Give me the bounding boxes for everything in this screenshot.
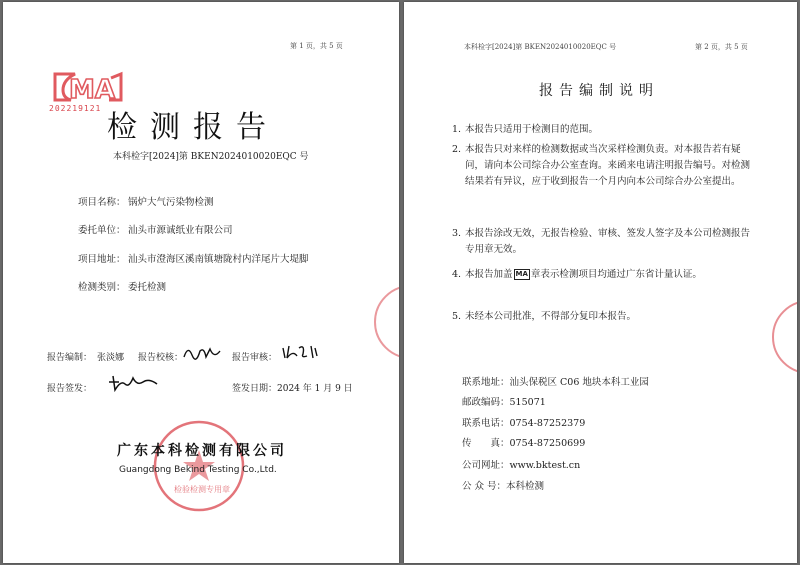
cma-inline-icon: MA xyxy=(515,270,528,278)
reviewer-signature xyxy=(281,342,321,366)
note-item: 1. 本报告只适用于检测目的范围。 xyxy=(452,124,599,135)
contact-phone: 联系电话：0754-87252379 xyxy=(462,418,586,429)
report-number: 本科检字[2024]第 BKEN2024010020EQC 号 xyxy=(113,152,309,162)
contact-website: 公司网址：www.bktest.cn xyxy=(462,460,581,471)
field-test-category: 检测类别： 委托检测 xyxy=(78,282,167,293)
notes-title: 报告编制说明 xyxy=(539,83,659,99)
page-number: 第 1 页，共 5 页 xyxy=(290,42,343,50)
contact-fax: 传 真：0754-87250699 xyxy=(462,438,586,449)
report-cover-page xyxy=(3,2,399,563)
signer-signature xyxy=(107,372,159,396)
company-name-en: Guangdong Bekind Testing Co.,Ltd. xyxy=(119,465,277,475)
issue-date: 签发日期：2024 年 1 月 9 日 xyxy=(232,384,353,394)
report-notes-page xyxy=(404,2,797,563)
note-item: 3. 本报告涂改无效，无报告检验、审核、签发人签字及本公司检测报告专用章无效。 xyxy=(452,228,751,255)
reviewer-label: 报告审核： xyxy=(232,353,278,363)
compiler-label: 报告编制： xyxy=(47,353,93,363)
compiler-name: 张淡娜 xyxy=(97,353,125,363)
note-item: 5. 未经本公司批准，不得部分复印本报告。 xyxy=(452,311,637,322)
report-title: 检测报告 xyxy=(107,110,279,145)
seam-seal-icon xyxy=(769,297,797,377)
field-client: 委托单位： 汕头市源诚纸业有限公司 xyxy=(78,225,233,236)
svg-text:MA: MA xyxy=(69,75,115,105)
field-project-name: 项目名称： 锅炉大气污染物检测 xyxy=(78,197,214,208)
note-item: 2. 本报告只对来样的检测数据或当次采样检测负责。对本报告若有疑问，请向本公司综合办公室查询。来函来电请注明报告编号。对检测结果若有异议，应于收到报告一个月内向本公司综合办公室提出。 xyxy=(452,144,751,187)
signer-label: 报告签发： xyxy=(47,384,93,394)
contact-wechat: 公 众 号：本科检测 xyxy=(462,481,545,492)
checker-signature xyxy=(182,343,222,367)
company-name-cn: 广东本科检测有限公司 xyxy=(117,443,287,459)
contact-address: 联系地址：汕头保税区 C06 地块本科工业园 xyxy=(462,377,649,388)
checker-label: 报告校核： xyxy=(138,353,184,363)
page-number: 第 2 页，共 5 页 xyxy=(695,43,748,51)
cma-number: 202219121 xyxy=(49,104,102,113)
field-project-address: 项目地址： 汕头市澄海区溪南镇塘陇村内洋尾片大堤脚 xyxy=(78,254,309,265)
report-number-header: 本科检字[2024]第 BKEN2024010020EQC 号 xyxy=(464,43,617,51)
contact-postcode: 邮政编码：515071 xyxy=(462,397,546,408)
seam-seal-icon xyxy=(371,282,399,362)
note-item: 4. 本报告加盖 MA 章表示检测项目均通过广东省计量认证。 xyxy=(452,269,702,280)
seal-text: 检验检测专用章 xyxy=(174,485,230,494)
